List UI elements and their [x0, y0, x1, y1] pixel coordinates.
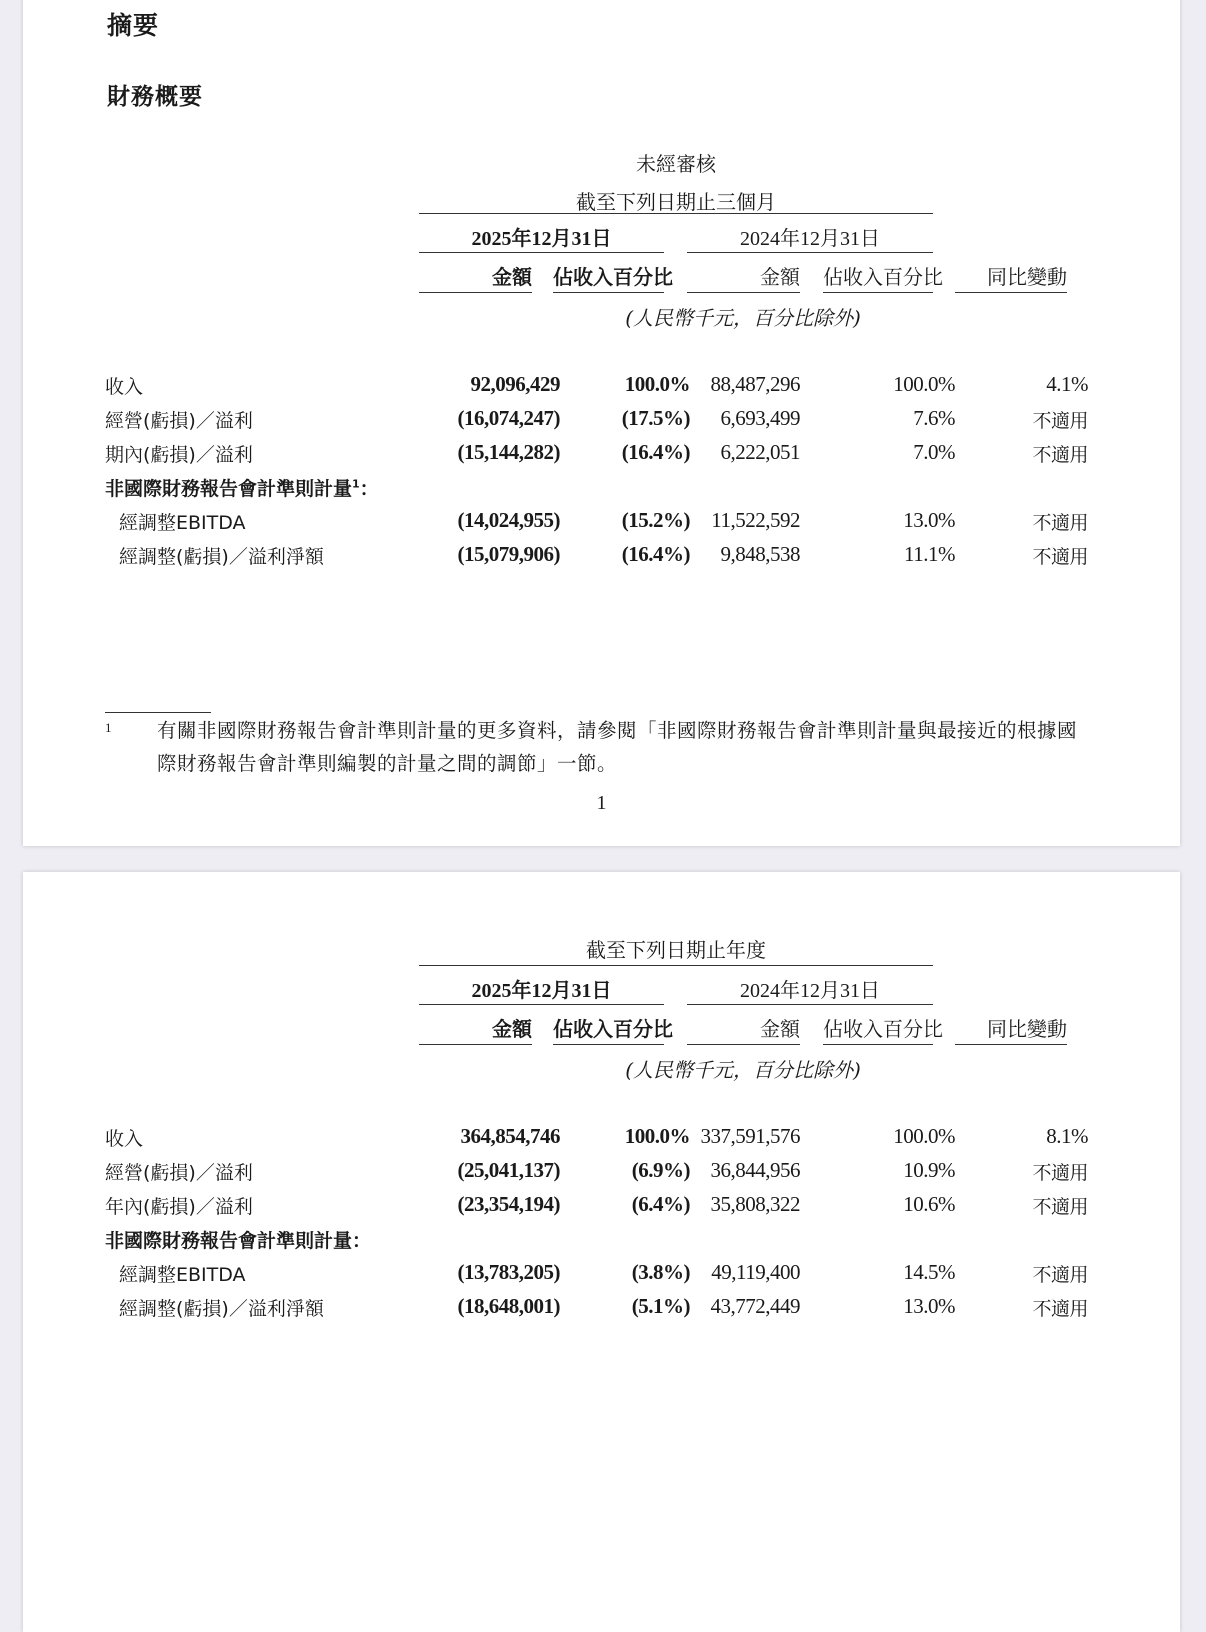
cur-amount: (15,079,906): [457, 542, 560, 566]
row-label: 經營(虧損)／溢利: [105, 410, 253, 432]
yoy-change: 不適用: [1032, 444, 1088, 466]
col-rule: [687, 1044, 800, 1045]
col-pct: 佔收入百分比: [553, 265, 673, 289]
cur-amount: (14,024,955): [457, 508, 560, 532]
cur-amount: (13,783,205): [457, 1260, 560, 1284]
col-pct-prior: 佔收入百分比: [823, 1017, 943, 1041]
yoy-change: 不適用: [1032, 1298, 1088, 1320]
row-label: 收入: [105, 376, 144, 398]
prior-amount: 337,591,576: [700, 1124, 800, 1148]
prior-pct: 100.0%: [893, 1124, 955, 1148]
col-yoy: 同比變動: [987, 1017, 1067, 1041]
yoy-change: 不適用: [1032, 546, 1088, 568]
audit-label: 未經審核: [636, 152, 716, 176]
date-rule-prior: [687, 252, 933, 253]
prior-amount: 35,808,322: [710, 1192, 800, 1216]
date-rule-current: [419, 1004, 664, 1005]
col-rule: [553, 1044, 664, 1045]
prior-pct: 10.6%: [903, 1192, 955, 1216]
header-rule: [419, 965, 933, 966]
table-row: [23, 542, 1180, 576]
cur-pct: (15.2%): [621, 508, 690, 532]
col-rule: [955, 292, 1067, 293]
col-rule: [419, 1044, 532, 1045]
page-heading: 摘要: [107, 11, 160, 40]
row-label: 期內(虧損)／溢利: [105, 444, 253, 466]
date-rule-current: [419, 252, 664, 253]
col-rule: [823, 292, 933, 293]
yoy-change: 不適用: [1032, 410, 1088, 432]
col-amount: 金額: [492, 1017, 532, 1041]
row-label: 經調整(虧損)／溢利淨額: [119, 1298, 324, 1320]
prior-amount: 6,693,499: [720, 406, 800, 430]
yoy-change: 不適用: [1032, 1264, 1088, 1286]
label-colon: ：: [359, 478, 379, 500]
label-colon: ：: [352, 1230, 372, 1252]
date-current: 2025年12月31日: [471, 228, 612, 250]
cur-amount: (16,074,247): [457, 406, 560, 430]
document-page-2: [23, 872, 1180, 1632]
cur-amount: 364,854,746: [460, 1124, 560, 1148]
footnote-mark: 1: [105, 720, 112, 735]
yoy-change: 8.1%: [1046, 1124, 1088, 1148]
date-prior: 2024年12月31日: [740, 980, 880, 1002]
cur-amount: (15,144,282): [457, 440, 560, 464]
row-label: [105, 474, 379, 501]
yoy-change: 不適用: [1032, 1162, 1088, 1184]
prior-amount: 43,772,449: [710, 1294, 800, 1318]
cur-amount: (18,648,001): [457, 1294, 560, 1318]
col-pct-prior: 佔收入百分比: [823, 265, 943, 289]
section-label: 非國際財務報告會計準則計量: [105, 1230, 353, 1252]
table-row: [23, 1158, 1180, 1192]
prior-amount: 36,844,956: [710, 1158, 800, 1182]
yoy-change: 不適用: [1032, 512, 1088, 534]
cur-amount: (23,354,194): [457, 1192, 560, 1216]
table-row: [23, 1294, 1180, 1328]
col-rule: [687, 292, 800, 293]
section-row-non-ifrs: [23, 1226, 1180, 1260]
col-yoy: 同比變動: [987, 265, 1067, 289]
prior-pct: 7.6%: [913, 406, 955, 430]
period-label: 截至下列日期止三個月: [576, 190, 776, 214]
col-amount: 金額: [492, 265, 532, 289]
footnote-divider: [105, 712, 211, 713]
yoy-change: 不適用: [1032, 1196, 1088, 1218]
cur-pct: 100.0%: [624, 1124, 690, 1148]
unit-note: (人民幣千元，百分比除外): [625, 1058, 861, 1082]
unit-note: (人民幣千元，百分比除外): [625, 306, 861, 330]
date-rule-prior: [687, 1004, 933, 1005]
col-rule: [823, 1044, 933, 1045]
cur-pct: (16.4%): [621, 542, 690, 566]
period-label: 截至下列日期止年度: [586, 938, 766, 962]
cur-amount: 92,096,429: [470, 372, 560, 396]
row-label: 年內(虧損)／溢利: [105, 1196, 253, 1218]
header-rule: [419, 213, 933, 214]
prior-pct: 7.0%: [913, 440, 955, 464]
prior-amount: 11,522,592: [711, 508, 800, 532]
yoy-change: 4.1%: [1046, 372, 1088, 396]
prior-pct: 13.0%: [903, 508, 955, 532]
section-title: 財務概要: [107, 84, 203, 110]
prior-pct: 100.0%: [893, 372, 955, 396]
date-current: 2025年12月31日: [471, 980, 612, 1002]
col-pct: 佔收入百分比: [553, 1017, 673, 1041]
table-row: [23, 406, 1180, 440]
cur-pct: (6.9%): [631, 1158, 690, 1182]
section-label: 非國際財務報告會計準則計量: [105, 478, 353, 500]
table-row: [23, 1260, 1180, 1294]
table-row: [23, 1124, 1180, 1158]
prior-amount: 49,119,400: [711, 1260, 800, 1284]
table-row: [23, 372, 1180, 406]
footnote-text: 有關非國際財務報告會計準則計量的更多資料，請參閱「非國際財務報告會計準則計量與最接近的根據國際財務報告會計準則編製的計量之間的調節」一節。: [157, 719, 1078, 775]
row-label: [105, 1226, 371, 1253]
cur-pct: (17.5%): [621, 406, 690, 430]
cur-pct: (3.8%): [631, 1260, 690, 1284]
prior-amount: 88,487,296: [710, 372, 800, 396]
document-page-1: [23, 0, 1180, 846]
cur-pct: (16.4%): [621, 440, 690, 464]
cur-pct: 100.0%: [624, 372, 690, 396]
prior-pct: 11.1%: [904, 542, 955, 566]
section-row-non-ifrs: [23, 474, 1180, 508]
footnote-ref: 1: [352, 477, 360, 491]
prior-amount: 6,222,051: [720, 440, 800, 464]
col-amount-prior: 金額: [760, 265, 800, 289]
row-label: 經調整EBITDA: [119, 1264, 246, 1286]
cur-amount: (25,041,137): [457, 1158, 560, 1182]
row-label: 經調整EBITDA: [119, 512, 246, 534]
cur-pct: (5.1%): [631, 1294, 690, 1318]
cur-pct: (6.4%): [631, 1192, 690, 1216]
col-rule: [955, 1044, 1067, 1045]
prior-amount: 9,848,538: [720, 542, 800, 566]
table-row: [23, 1192, 1180, 1226]
col-amount-prior: 金額: [760, 1017, 800, 1041]
prior-pct: 14.5%: [903, 1260, 955, 1284]
prior-pct: 13.0%: [903, 1294, 955, 1318]
page-number: 1: [596, 792, 607, 814]
row-label: 經營(虧損)／溢利: [105, 1162, 253, 1184]
date-prior: 2024年12月31日: [740, 228, 880, 250]
row-label: 經調整(虧損)／溢利淨額: [119, 546, 324, 568]
prior-pct: 10.9%: [903, 1158, 955, 1182]
col-rule: [553, 292, 664, 293]
table-row: [23, 508, 1180, 542]
row-label: 收入: [105, 1128, 144, 1150]
table-row: [23, 440, 1180, 474]
col-rule: [419, 292, 532, 293]
